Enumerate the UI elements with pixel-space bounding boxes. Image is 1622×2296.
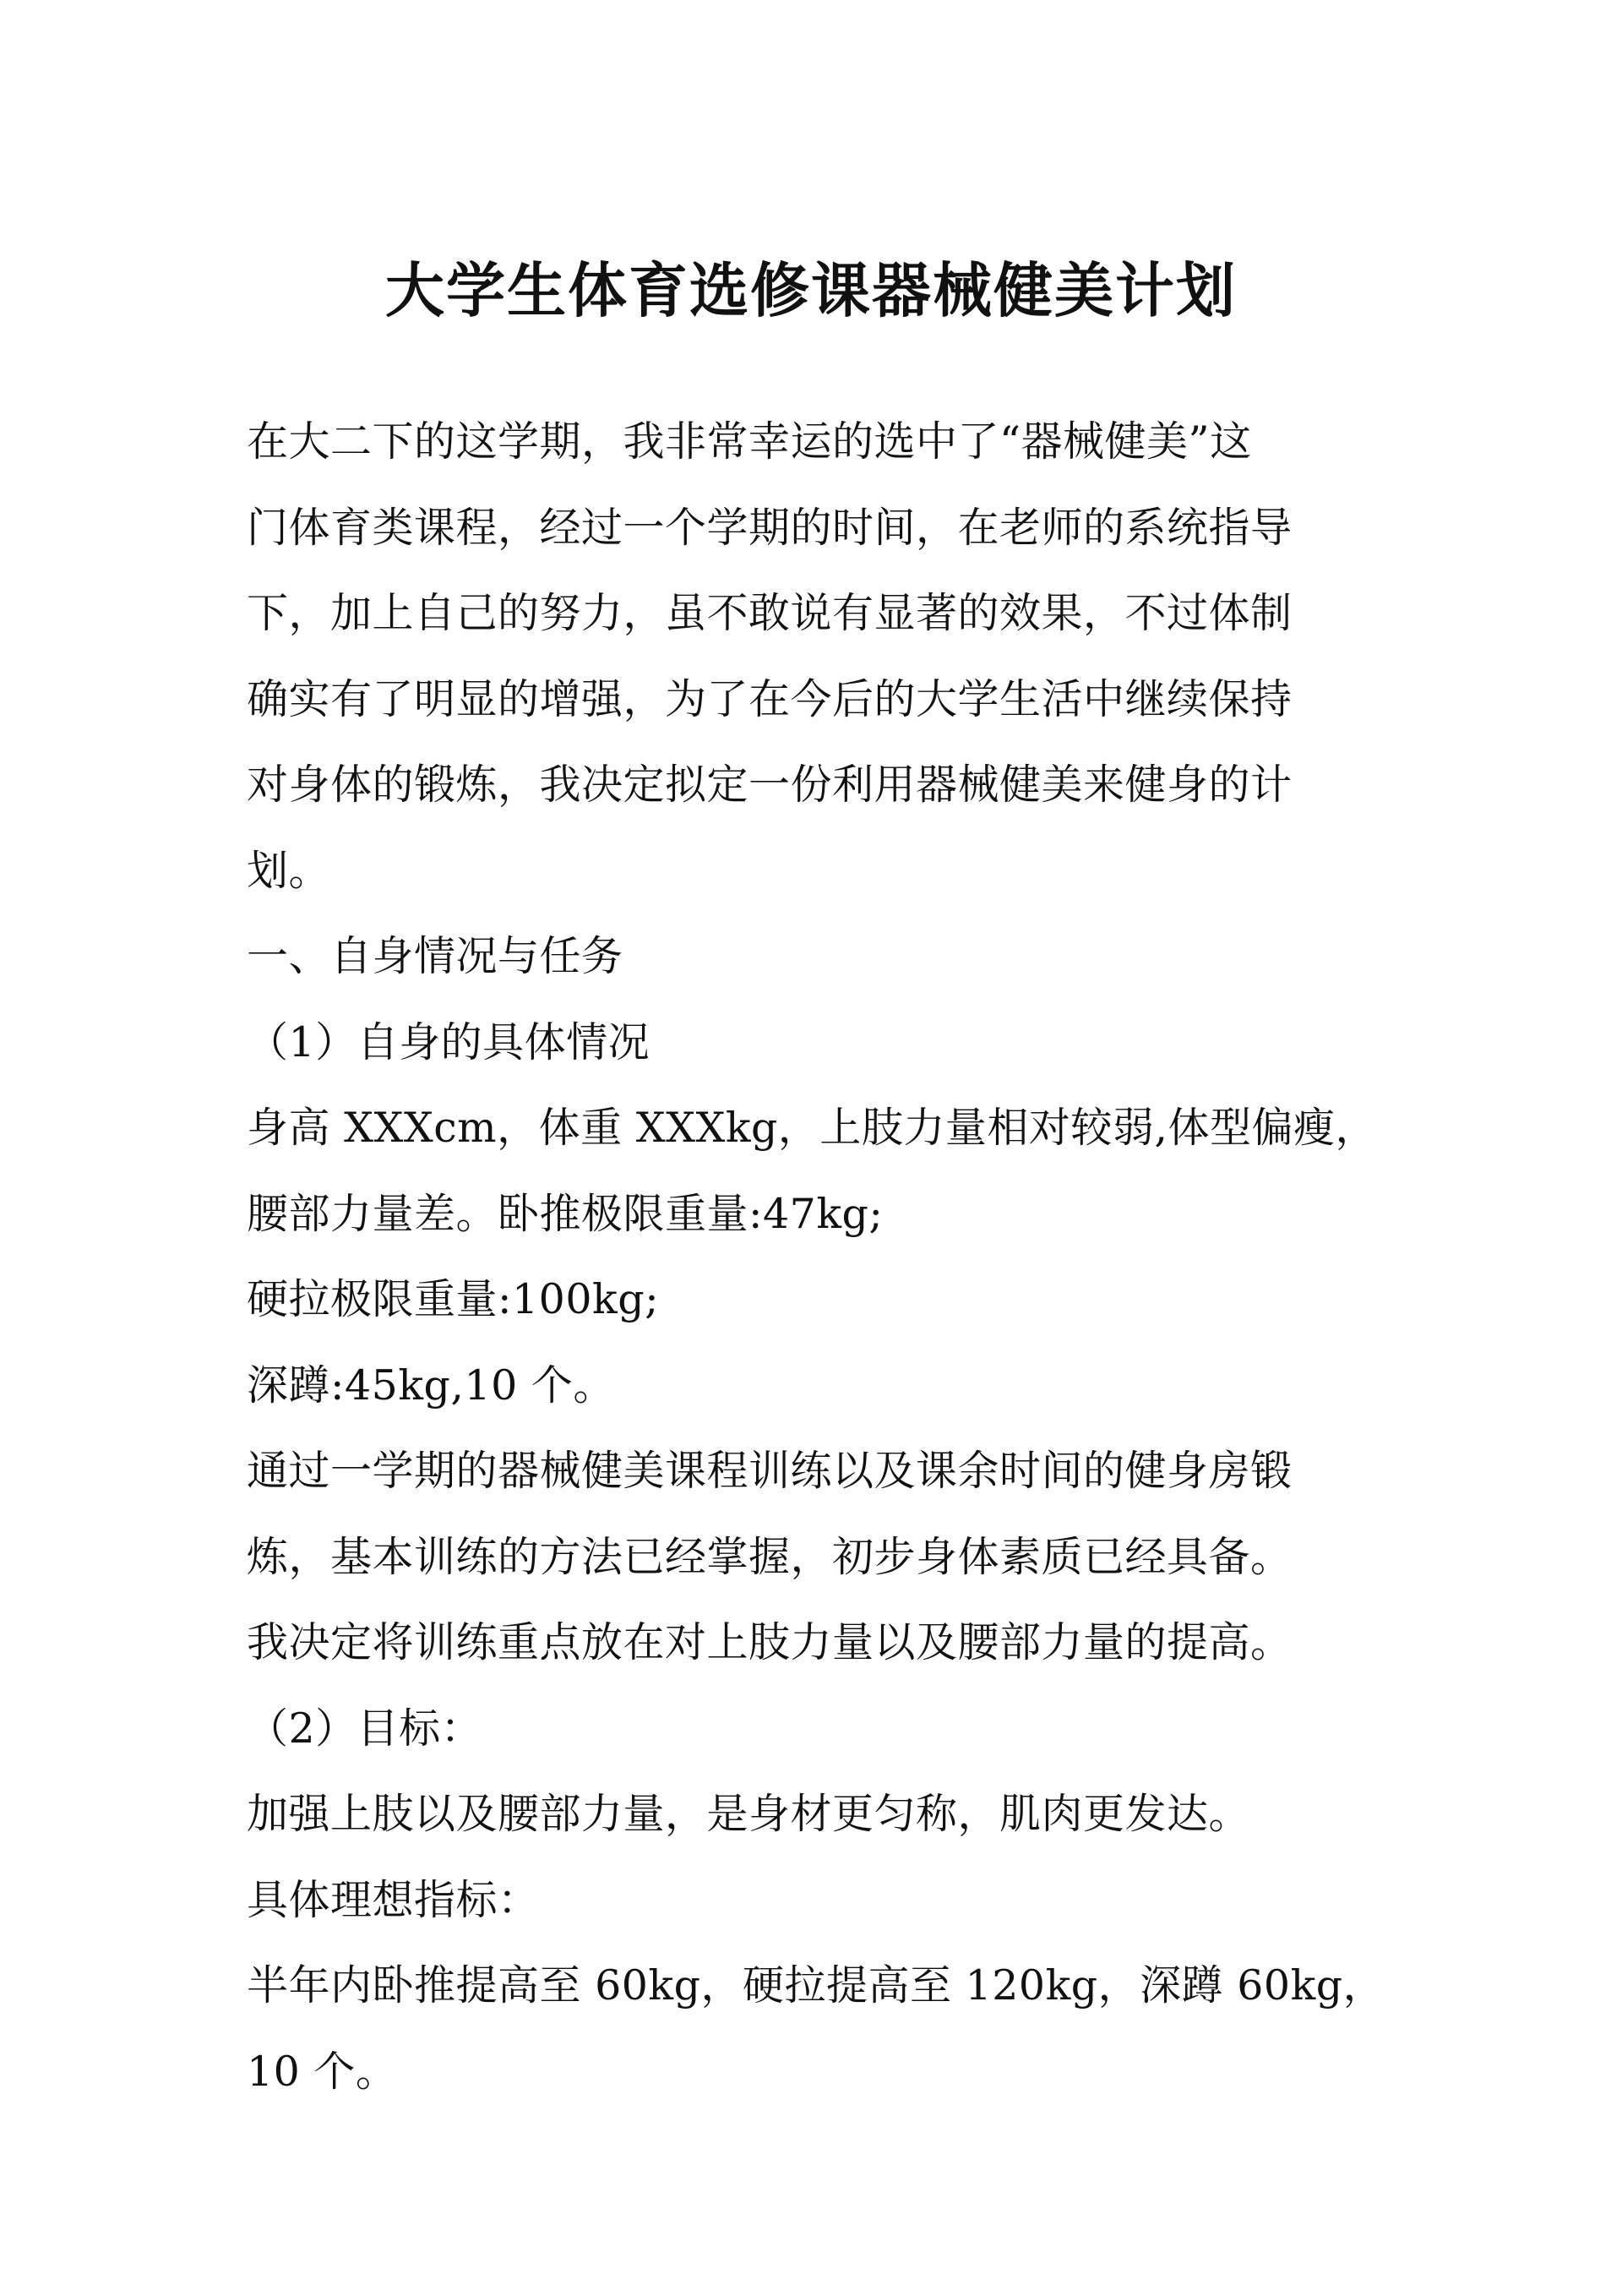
subsection-heading: （2）目标：: [247, 1704, 483, 1753]
document-body: [247, 399, 1385, 2114]
paragraph-line: 腰部力量差。卧推极限重量:47kg;: [247, 1189, 884, 1238]
document-title: 大学生体育选修课器械健美计划: [385, 255, 1237, 325]
paragraph-line: 通过一学期的器械健美课程训练以及课余时间的健身房锻: [247, 1447, 1293, 1495]
subsection-heading: （1）自身的具体情况: [247, 1017, 650, 1066]
paragraph-line: 具体理想指标：: [247, 1875, 540, 1924]
paragraph-line: 半年内卧推提高至 60kg，硬拉提高至 120kg，深蹲 60kg，: [247, 1961, 1385, 2010]
paragraph-line: 下，加上自己的努力，虽不敢说有显著的效果，不过体制: [247, 589, 1293, 637]
paragraph-line: 硬拉极限重量:100kg;: [247, 1275, 660, 1323]
paragraph-line: 门体育类课程，经过一个学期的时间，在老师的系统指导: [247, 503, 1293, 552]
paragraph-line: 划。: [247, 846, 331, 895]
paragraph-line: 10 个。: [247, 2047, 398, 2096]
paragraph-line: 加强上肢以及腰部力量，是身材更匀称，肌肉更发达。: [247, 1790, 1251, 1838]
paragraph-line: 身高 XXXcm，体重 XXXkg，上肢力量相对较弱,体型偏瘦，: [247, 1104, 1377, 1152]
section-heading: 一、自身情况与任务: [247, 932, 623, 980]
paragraph-line: 对身体的锻炼，我决定拟定一份利用器械健美来健身的计: [247, 761, 1293, 809]
paragraph-line: 在大二下的这学期，我非常幸运的选中了“器械健美”这: [247, 417, 1252, 466]
paragraph-line: 确实有了明显的增强，为了在今后的大学生活中继续保持: [247, 674, 1293, 723]
paragraph-line: 炼，基本训练的方法已经掌握，初步身体素质已经具备。: [247, 1532, 1293, 1581]
paragraph-line: 我决定将训练重点放在对上肢力量以及腰部力量的提高。: [247, 1618, 1293, 1666]
paragraph-line: 深蹲:45kg,10 个。: [247, 1361, 615, 1410]
